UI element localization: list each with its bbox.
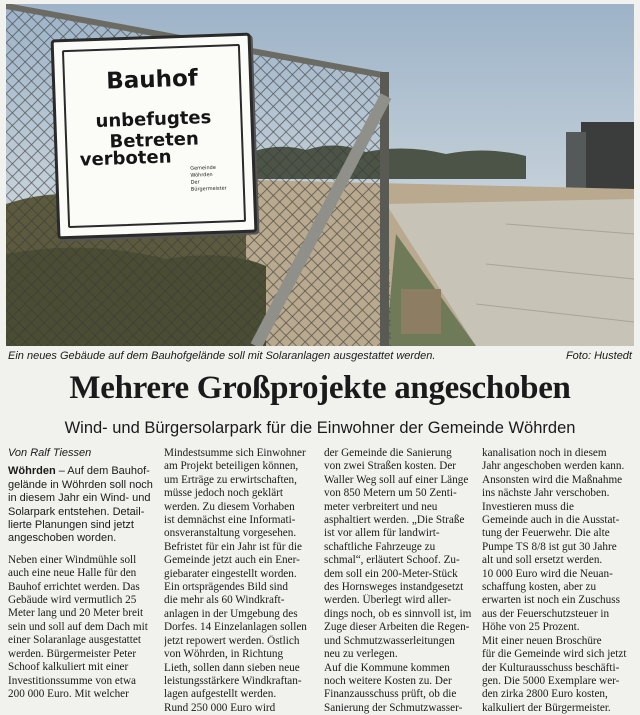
body-line: werden. Überlegt wird aller- [324,594,452,607]
body-line: Investitionssumme von etwa [8,674,137,687]
body-line: noch weitere Kosten zu. Der [324,674,452,687]
body-line: Rund 250 000 Euro wird [164,701,276,714]
body-line: Mindestsumme sich Einwohner [164,447,306,459]
body-line: Befristet für ein Jahr ist für die [164,540,302,553]
caption-text: Ein neues Gebäude auf dem Bauhofgelände soll mit Solaranlagen ausgestattet werden. [8,350,436,362]
body-line: Ansonsten wird die Maßnahme [482,473,623,486]
body-line: von 850 Metern um 50 Zenti- [324,487,457,500]
body-line: 200 000 Euro. Mit welcher [8,687,129,700]
sign-text-line: verboten [79,146,172,171]
sign-text-line: unbefugtes Betreten [95,106,212,153]
body-line: auch eine neue Halle für den [8,567,137,580]
body-line: gen. Die 5000 Exemplare wer- [482,674,620,687]
body-line: der Kulturausschuss beschäfti- [482,661,620,674]
body-line: asphaltiert werden. „Die Straße [324,514,465,527]
author-byline: Von Ralf Tiessen [8,447,92,459]
text-column-1 [8,447,162,701]
body-line: Mit einer neuen Broschüre [482,634,602,647]
body-line: lagen aufgestellt werden. [164,688,277,701]
body-line: von Wöhrden, in Richtung [164,648,284,661]
photo-credit: Foto: Hustedt [565,350,632,362]
lead-line: gelände in Wöhrden soll noch [8,478,153,491]
body-line: kanalisation noch in diesem [482,447,607,459]
lead-paragraph [8,465,162,545]
lead-line: Solarpark entstehen. Detail- [8,505,145,518]
body-line: von zwei Straßen kosten. Der [324,460,457,473]
body-line: die mehr als 60 Windkraft- [164,594,285,607]
body-line: Waller Weg soll auf einer Länge [324,473,469,486]
body-line: ist vor allem für landwirt- [324,527,440,540]
sign-issuer-line: Gemeinde Wöhrden [190,164,216,179]
body-line: Gemeinde auch in die Ausstat- [482,514,620,527]
text-column-3 [324,447,478,715]
body-line: anlagen in der Umgebung des [164,607,298,620]
body-line: Schoof kalkuliert mit einer [8,661,129,674]
photo-caption [8,350,632,366]
body-line: Jahr angeschoben werden kann. [482,460,625,473]
body-line: Gebäude wird vermutlich 25 [8,594,137,607]
body-line: sein und soll auf dem Dach mit [8,620,148,633]
sign-issuer-line: Der Bürgermeister [190,179,227,193]
body-line: dem soll ein 200-Meter-Stück [324,567,458,580]
body-line: Auf die Kommune kommen [324,661,450,674]
body-line: Pumpe TS 8/8 ist gut 30 Jahre [482,540,617,553]
body-line: einer Solaranlage ausgestattet [8,634,141,647]
body-line: Bauhof errichtet werden. Das [8,580,140,593]
lead-line: – Auf dem Bauhof- [55,465,150,478]
body-line: schaftliche Fahrzeuge zu [324,540,436,553]
body-line: alt und soll ersetzt werden. [482,554,603,567]
body-line: Finanzausschuss prüft, ob die [324,688,457,701]
body-line: dings noch, ob es sinnvoll ist, im [324,607,472,620]
body-line: aus der Feuerschutzsteuer in [482,607,610,620]
body-line: werden. Bürgermeister Peter [8,647,137,660]
body-line: ist demnächst eine Informati- [164,514,296,527]
body-line: für die Gemeinde wird sich jetzt [482,648,627,661]
body-line: um Erträge zu erwirtschaften, [164,473,297,486]
body-line: Dorfes. 14 Einzelanlagen sollen [164,621,307,634]
dateline-place: Wöhrden [8,465,56,478]
body-line: Gemeinde jetzt auch ein Ener- [164,554,300,567]
body-line: Höhe von 25 Prozent. [482,621,580,634]
body-line: kalkuliert der Bürgermeister. [482,701,611,714]
body-line: 10 000 Euro wird die Neuan- [482,567,613,580]
body-line: leistungsstärkere Windkraftan- [164,674,302,687]
body-line: Lieth, sollen dann sieben neue [164,661,300,674]
article-photo [6,4,634,346]
article-headline: Mehrere Großprojekte angeschoben [69,370,571,406]
body-line: ins nächste Jahr verschoben. [482,487,610,500]
article-subheadline: Wind- und Bürgersolarpark für die Einwohner der Gemeinde Wöhrden [64,419,576,437]
sign-issuer [190,164,237,194]
body-line: Sanierung der Schmutzwasser- [324,701,463,714]
body-line: erwarten ist noch ein Zuschuss [482,594,620,607]
body-line: onsveranstaltung vorgesehen. [164,527,297,540]
body-line: meter verbreitert und neu [324,500,438,513]
lead-line: angeschoben worden. [8,532,117,545]
body-line: neu zu verlegen. [324,648,398,661]
body-line: der Gemeinde die Sanierung [324,447,452,459]
body-line: am Projekt beteiligen können, [164,460,299,473]
body-line: jetzt repowert werden. Östlich [164,634,300,647]
body-line: des Hornsweges instandgesetzt [324,581,464,594]
lead-line: lierte Planungen sind jetzt [8,519,134,532]
text-column-2 [164,447,318,715]
body-line: Meter lang und 20 Meter breit [8,607,144,620]
bauhof-sign [51,33,258,240]
sign-title: Bauhof [105,65,199,95]
body-line: giebarater eingestellt worden. [164,567,297,580]
body-line: Neben einer Windmühle soll [8,553,137,566]
body-line: Ein ortsprägendes Bild sind [164,581,288,594]
body-line: müsse jedoch noch geklärt [164,487,283,500]
body-line: Zuge dieser Arbeiten die Regen- [324,621,470,634]
lead-line: in diesem Jahr ein Wind- und [8,492,151,505]
body-line: den zirka 2800 Euro kosten, [482,688,608,701]
body-line: schmal“, erläutert Schoof. Zu- [324,554,460,567]
body-line: tung der Feuerwehr. Die alte [482,527,610,540]
body-line: Investieren muss die [482,500,574,513]
body-line: schaffung kosten, aber zu [482,581,597,594]
body-line: und Schmutzwasserleitungen [324,634,455,647]
body-line: werden. Zu diesem Vorhaben [164,500,295,513]
text-column-4 [482,447,636,715]
